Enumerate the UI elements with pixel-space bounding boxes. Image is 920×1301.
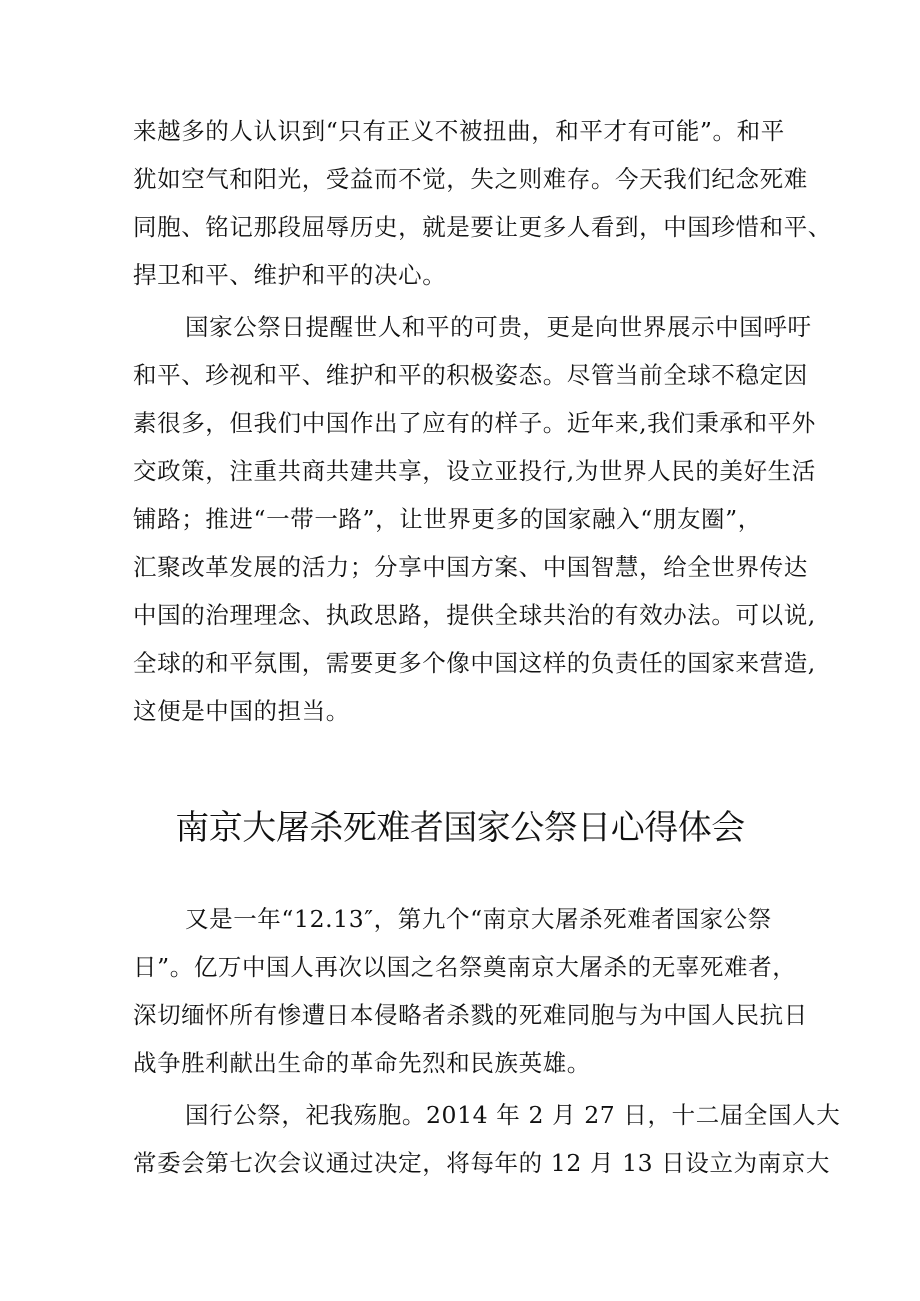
paragraph-line: 国家公祭日提醒世人和平的可贵，更是向世界展示中国呼吁 — [185, 313, 812, 341]
paragraph-line: 来越多的人认识到“只有正义不被扭曲，和平才有可能”。和平 — [133, 117, 785, 145]
section-title: 南京大屠杀死难者国家公祭日心得体会 — [175, 808, 745, 848]
paragraph-line: 深切缅怀所有惨遭日本侵略者杀戮的死难同胞与为中国人民抗日 — [133, 1001, 808, 1029]
paragraph-line: 犹如空气和阳光，受益而不觉，失之则难存。今天我们纪念死难 — [133, 165, 808, 193]
paragraph-line: 战争胜利献出生命的革命先烈和民族英雄。 — [133, 1049, 591, 1077]
paragraph-line: 全球的和平氛围，需要更多个像中国这样的负责任的国家来营造, — [133, 649, 816, 677]
paragraph-line: 又是一年“12.13″，第九个“南京大屠杀死难者国家公祭 — [185, 905, 772, 933]
paragraph-line: 这便是中国的担当。 — [133, 697, 350, 725]
paragraph-line: 交政策，注重共商共建共享，设立亚投行,为世界人民的美好生活 — [133, 457, 816, 485]
paragraph-line: 同胞、铭记那段屈辱历史，就是要让更多人看到，中国珍惜和平、 — [133, 213, 832, 241]
paragraph-line: 汇聚改革发展的活力；分享中国方案、中国智慧，给全世界传达 — [133, 553, 808, 581]
paragraph-line: 国行公祭，祀我殇胞。2014 年 2 月 27 日，十二届全国人大 — [185, 1101, 841, 1129]
paragraph-line: 素很多，但我们中国作出了应有的样子。近年来,我们秉承和平外 — [133, 409, 816, 437]
paragraph-line: 铺路；推进“一带一路”，让世界更多的国家融入“朋友圈”， — [133, 505, 762, 533]
paragraph-line: 中国的治理理念、执政思路，提供全球共治的有效办法。可以说, — [133, 601, 816, 629]
paragraph-line: 日”。亿万中国人再次以国之名祭奠南京大屠杀的无辜死难者， — [133, 953, 797, 981]
paragraph-line: 捍卫和平、维护和平的决心。 — [133, 261, 447, 289]
paragraph-line: 和平、珍视和平、维护和平的积极姿态。尽管当前全球不稳定因 — [133, 361, 808, 389]
paragraph-line: 常委会第七次会议通过决定，将每年的 12 月 13 日设立为南京大 — [133, 1149, 830, 1177]
